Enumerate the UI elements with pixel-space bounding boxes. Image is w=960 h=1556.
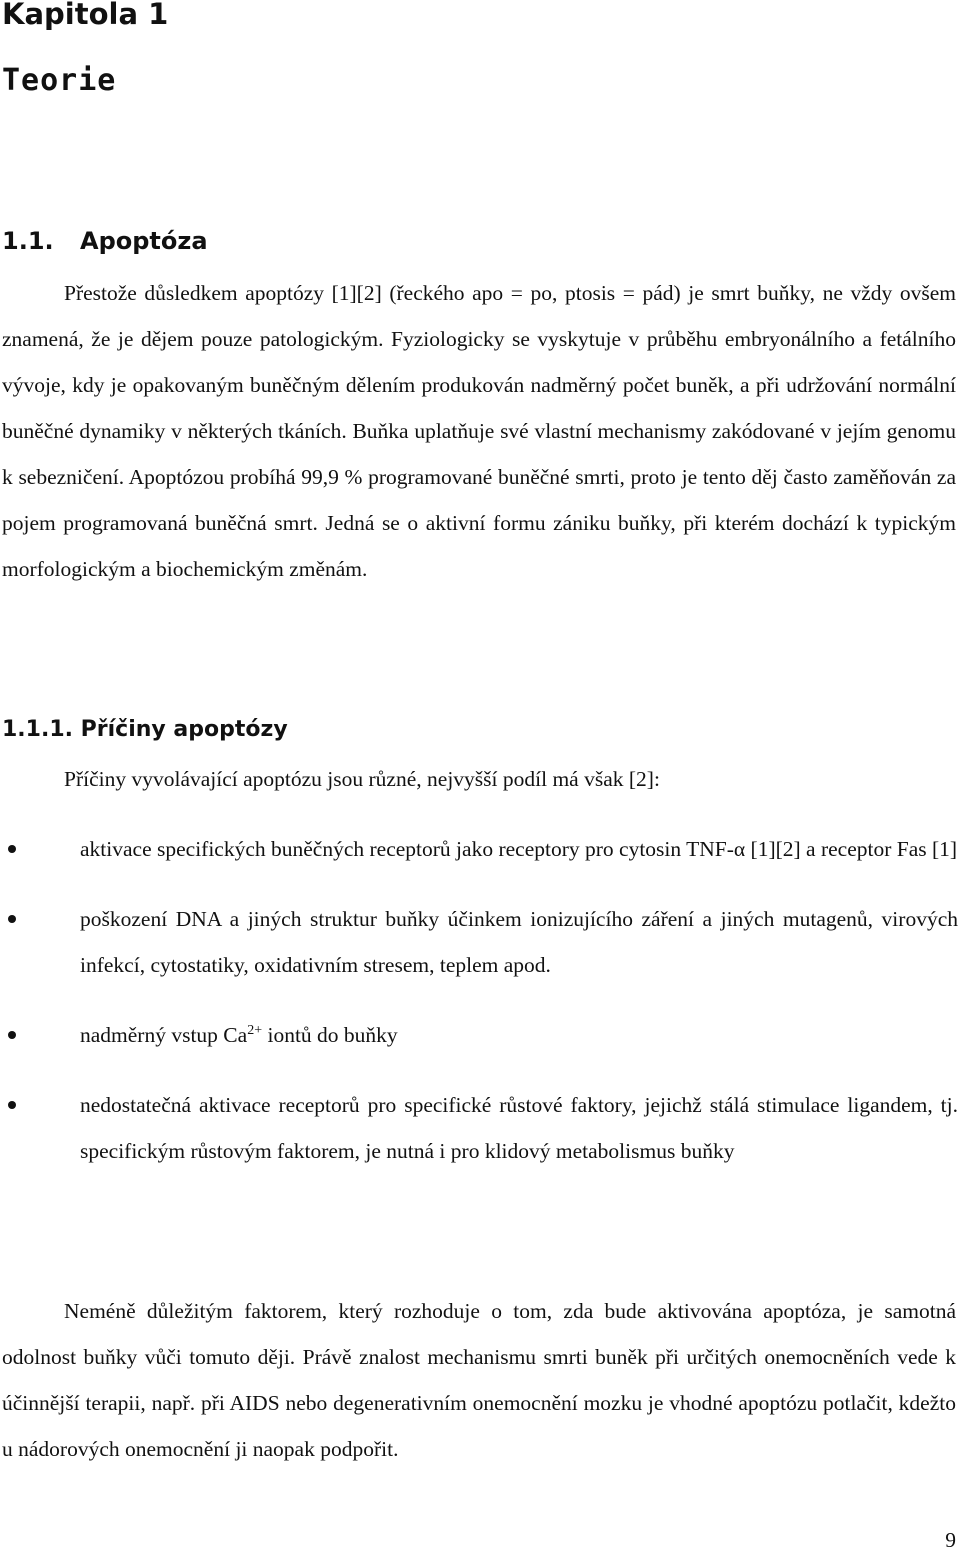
list-item-text-before: nadměrný vstup Ca [80, 1023, 248, 1047]
list-item [0, 1082, 958, 1174]
list-item-text-after: iontů do buňky [262, 1023, 398, 1047]
list-item-text: aktivace specifických buněčných receptorů jako receptory pro cytosin TNF-α [1][2] a receptor Fas [1] [80, 837, 958, 861]
section-title: Apoptóza [80, 227, 208, 255]
subsection-number: 1.1.1. [2, 717, 73, 742]
list-item [0, 826, 958, 872]
superscript-charge: 2+ [247, 1022, 263, 1038]
section-heading [2, 224, 208, 258]
subsection-heading [2, 714, 288, 746]
bullet-icon [8, 1101, 16, 1109]
causes-intro-paragraph: Příčiny vyvolávající apoptózu jsou různé, nejvyšší podíl má však [2]: [64, 767, 660, 791]
bullet-icon [8, 915, 16, 923]
bullet-icon [8, 1031, 16, 1039]
list-item-text: poškození DNA a jiných struktur buňky účinkem ionizujícího záření a jiných mutagenů, virových infekcí, cytostatiky, oxidativním stresem, teplem apod. [80, 907, 958, 977]
closing-paragraph: Neméně důležitým faktorem, který rozhoduje o tom, zda bude aktivována apoptóza, je samotná odolnost buňky vůči tomuto ději. Právě znalost mechanismu smrti buněk při určitých onemocněních vede k účinnější terapii, např. při AIDS nebo degenerativním onemocnění mozku je vhodné apoptózu potlačit, kdežto u nádorových onemocnění ji naopak podpořit. [2, 1299, 956, 1461]
bullet-icon [8, 845, 16, 853]
section-number: 1.1. [2, 227, 54, 255]
list-item [0, 1012, 958, 1058]
list-item-text: nedostatečná aktivace receptorů pro specifické růstové faktory, jejichž stálá stimulace ligandem, tj. specifickým růstovým faktorem, je nutná i pro klidový metabolismus buňky [80, 1093, 958, 1163]
causes-list [0, 826, 958, 1198]
list-item [0, 896, 958, 988]
page-number: 9 [945, 1528, 956, 1552]
intro-paragraph: Přestože důsledkem apoptózy [1][2] (řeckého apo = po, ptosis = pád) je smrt buňky, ne vždy ovšem znamená, že je dějem pouze patologickým. Fyziologicky se vyskytuje v průběhu embryonálního a fetálního vývoje, kdy je opakovaným buněčným dělením produkován nadměrný počet buněk, a při udržování normální buněčné dynamiky v některých tkáních. Buňka uplatňuje své vlastní mechanismy zakódované v jejím genomu k sebezničení. Apoptózou probíhá 99,9 % programované buněčné smrti, proto je tento děj často zaměňován za pojem programovaná buněčná smrt. Jedná se o aktivní formu zániku buňky, při kterém dochází k typickým morfologickým a biochemickým změnám. [2, 281, 956, 581]
subsection-title: Příčiny apoptózy [80, 717, 288, 742]
chapter-title: Teorie [2, 63, 117, 98]
chapter-label: Kapitola 1 [2, 0, 169, 31]
